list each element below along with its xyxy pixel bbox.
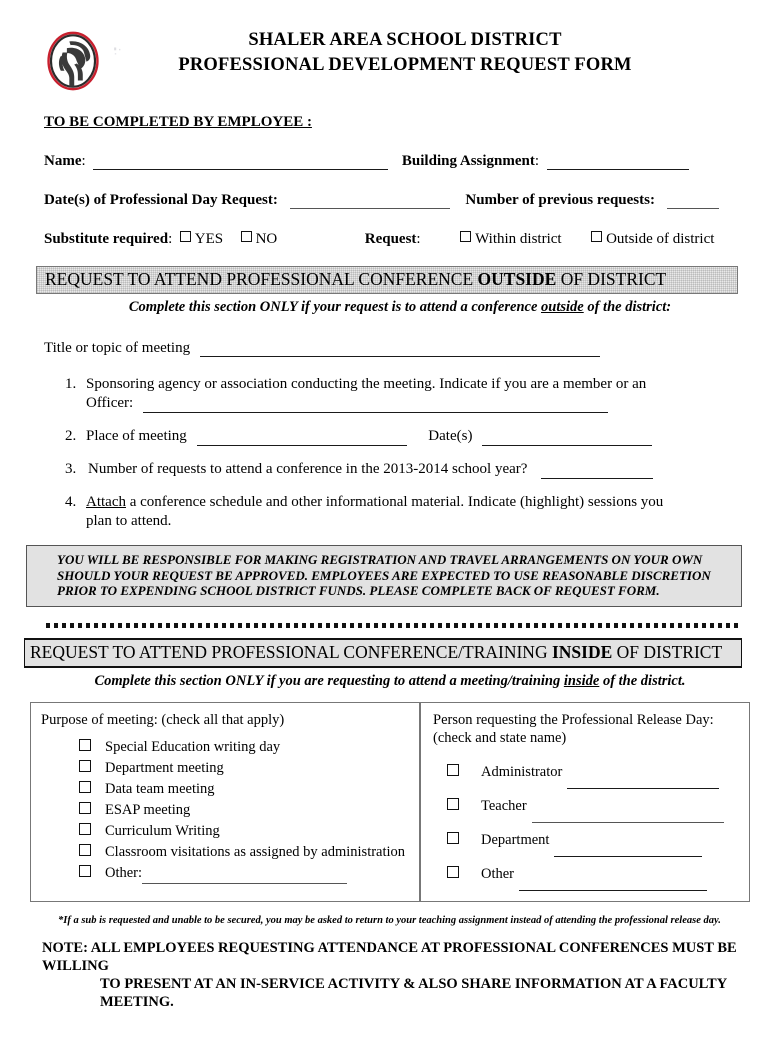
list-item bbox=[80, 427, 740, 446]
substitute-yes-label: YES bbox=[194, 231, 224, 247]
item-1-officer-label: Officer: bbox=[86, 395, 134, 411]
title-topic-row bbox=[44, 340, 770, 357]
purpose-other-label: Other: bbox=[105, 864, 143, 881]
page-title-line-1: SHALER AREA SCHOOL DISTRICT bbox=[248, 30, 562, 50]
person-option-label-teacher: Teacher bbox=[481, 797, 527, 814]
purpose-checkbox-1[interactable] bbox=[79, 760, 91, 772]
request-type-label: Request bbox=[364, 231, 417, 247]
item-4-text: a conference schedule and other informational material. Indicate (highlight) sessions you bbox=[125, 494, 664, 510]
request-outside-district-checkbox[interactable] bbox=[591, 231, 602, 242]
purpose-option-label-0: Special Education writing day bbox=[105, 738, 281, 755]
inside-request-table bbox=[30, 702, 750, 902]
form-page bbox=[0, 26, 770, 1050]
item-4-emphasis: Attach bbox=[86, 494, 126, 510]
list-item bbox=[80, 460, 740, 479]
purpose-option-label-3: ESAP meeting bbox=[105, 801, 191, 818]
list-item bbox=[447, 857, 743, 891]
list-item bbox=[80, 375, 740, 413]
purpose-checkbox-0[interactable] bbox=[79, 739, 91, 751]
professional-day-dates-label: Date(s) of Professional Day Request: bbox=[44, 192, 278, 208]
inside-banner-emphasis: INSIDE bbox=[551, 641, 613, 662]
name-label: Name bbox=[44, 153, 82, 169]
place-of-meeting-input[interactable] bbox=[197, 433, 407, 446]
purpose-checkbox-5[interactable] bbox=[79, 844, 91, 856]
note-line-1: NOTE: ALL EMPLOYEES REQUESTING ATTENDANCE AT PROFESSIONAL CONFERENCES MUST BE WILLING bbox=[42, 939, 737, 974]
list-item bbox=[447, 755, 743, 789]
item-4-second-line: plan to attend. bbox=[86, 513, 172, 529]
purpose-option-label-1: Department meeting bbox=[105, 759, 224, 776]
purpose-option-label-2: Data team meeting bbox=[105, 780, 215, 797]
substitute-footnote: *If a sub is requested and unable to be secured, you may be asked to return to your teaching assignment instead of attending the professional release day. bbox=[58, 914, 721, 926]
previous-requests-label: Number of previous requests: bbox=[465, 192, 655, 208]
professional-day-dates-input[interactable] bbox=[290, 196, 450, 209]
person-checkbox-other[interactable] bbox=[447, 866, 459, 878]
building-assignment-input[interactable] bbox=[547, 157, 689, 170]
purpose-of-meeting-title: Purpose of meeting: (check all that apply) bbox=[41, 711, 285, 728]
substitute-required-label: Substitute required bbox=[44, 231, 169, 247]
previous-requests-input[interactable] bbox=[667, 196, 719, 209]
request-outside-district-label: Outside of district bbox=[606, 231, 715, 247]
purpose-options-list bbox=[41, 737, 413, 884]
officer-input[interactable] bbox=[143, 400, 608, 413]
outside-subtitle-post: of the district: bbox=[583, 299, 672, 315]
purpose-option-label-5: Classroom visitations as assigned by administration bbox=[105, 843, 406, 860]
person-input-administrator[interactable] bbox=[567, 776, 719, 789]
substitute-no-checkbox[interactable] bbox=[241, 231, 252, 242]
purpose-checkbox-4[interactable] bbox=[79, 823, 91, 835]
person-input-department[interactable] bbox=[554, 844, 702, 857]
person-options-list bbox=[433, 755, 743, 891]
list-item bbox=[79, 821, 413, 842]
outside-banner-pre: REQUEST TO ATTEND PROFESSIONAL CONFERENCE bbox=[45, 269, 478, 289]
document-header bbox=[0, 26, 770, 98]
list-item bbox=[447, 789, 743, 823]
item-3-text: Number of requests to attend a conference in the 2013-2014 school year? bbox=[88, 461, 528, 477]
titan-helmet-logo-icon bbox=[42, 28, 104, 94]
person-requesting-title bbox=[433, 711, 743, 747]
inside-subtitle-emphasis: inside bbox=[563, 672, 600, 689]
list-item bbox=[447, 823, 743, 857]
person-requesting-cell bbox=[420, 702, 750, 902]
inside-banner-pre: REQUEST TO ATTEND PROFESSIONAL CONFERENCE/TRAINING bbox=[30, 641, 552, 662]
substitute-request-row: Substitute required: YES NO Request: Within district Outside of district bbox=[44, 231, 715, 247]
page-title-line-2: PROFESSIONAL DEVELOPMENT REQUEST FORM bbox=[178, 55, 632, 75]
scan-artifact-icon bbox=[112, 46, 126, 56]
person-checkbox-teacher[interactable] bbox=[447, 798, 459, 810]
list-item bbox=[80, 493, 740, 531]
list-item bbox=[79, 779, 413, 800]
outside-section-subtitle bbox=[0, 299, 770, 316]
list-item bbox=[79, 800, 413, 821]
name-input[interactable] bbox=[93, 157, 388, 170]
notice-line-3: PRIOR TO EXPENDING SCHOOL DISTRICT FUNDS. PLEASE COMPLETE BACK OF REQUEST FORM. bbox=[57, 583, 660, 598]
responsibility-notice-box bbox=[26, 545, 742, 607]
person-input-teacher[interactable] bbox=[532, 810, 724, 823]
purpose-checkbox-2[interactable] bbox=[79, 781, 91, 793]
request-within-district-checkbox[interactable] bbox=[460, 231, 471, 242]
item-1-text: Sponsoring agency or association conducting the meeting. Indicate if you are a member or an bbox=[86, 376, 647, 392]
attendance-note bbox=[42, 939, 750, 1011]
outside-banner-post: OF DISTRICT bbox=[556, 269, 667, 289]
dates-previous-row bbox=[44, 192, 770, 209]
person-option-label-department: Department bbox=[481, 831, 550, 848]
purpose-option-label-4: Curriculum Writing bbox=[105, 822, 220, 839]
inside-subtitle-post: of the district. bbox=[599, 672, 686, 689]
request-within-district-label: Within district bbox=[475, 231, 562, 247]
person-checkbox-administrator[interactable] bbox=[447, 764, 459, 776]
item-2-place-label: Place of meeting bbox=[86, 428, 187, 444]
purpose-of-meeting-cell bbox=[30, 702, 420, 902]
inside-district-banner bbox=[24, 638, 742, 668]
outside-requirements-list bbox=[58, 375, 740, 531]
building-assignment-label: Building Assignment bbox=[401, 153, 535, 169]
person-option-label-other: Other bbox=[481, 865, 515, 882]
purpose-other-input[interactable] bbox=[142, 871, 347, 884]
substitute-no-label: NO bbox=[255, 231, 278, 247]
notice-line-1: YOU WILL BE RESPONSIBLE FOR MAKING REGISTRATION AND TRAVEL ARRANGEMENTS ON YOUR OWN bbox=[57, 552, 703, 567]
title-topic-input[interactable] bbox=[200, 344, 600, 357]
inside-subtitle-pre: Complete this section ONLY if you are requesting to attend a meeting/training bbox=[94, 672, 564, 689]
person-title-line-1: Person requesting the Professional Release Day: bbox=[433, 711, 714, 728]
conference-count-input[interactable] bbox=[541, 466, 653, 479]
purpose-checkbox-3[interactable] bbox=[79, 802, 91, 814]
outside-district-banner bbox=[36, 266, 738, 294]
person-checkbox-department[interactable] bbox=[447, 832, 459, 844]
inside-banner-post: OF DISTRICT bbox=[612, 641, 723, 662]
outside-subtitle-emphasis: outside bbox=[541, 299, 584, 315]
substitute-yes-checkbox[interactable] bbox=[180, 231, 191, 242]
purpose-checkbox-other[interactable] bbox=[79, 865, 91, 877]
outside-subtitle-pre: Complete this section ONLY if your request is to attend a conference bbox=[128, 299, 542, 315]
person-input-other[interactable] bbox=[519, 878, 707, 891]
list-item bbox=[79, 842, 413, 863]
list-item bbox=[79, 737, 413, 758]
section-divider bbox=[46, 623, 742, 628]
name-building-row: Name: Building Assignment: bbox=[44, 153, 770, 170]
inside-section-subtitle bbox=[0, 673, 770, 690]
outside-banner-emphasis: OUTSIDE bbox=[477, 269, 557, 289]
note-line-2: TO PRESENT AT AN IN-SERVICE ACTIVITY & ALSO SHARE INFORMATION AT A FACULTY MEETING. bbox=[100, 975, 727, 1010]
list-item bbox=[79, 758, 413, 779]
meeting-dates-input[interactable] bbox=[482, 433, 652, 446]
person-title-line-2: (check and state name) bbox=[433, 729, 567, 746]
person-option-label-administrator: Administrator bbox=[481, 763, 563, 780]
item-2-dates-label: Date(s) bbox=[428, 428, 473, 444]
title-topic-label: Title or topic of meeting bbox=[44, 340, 191, 356]
list-item bbox=[79, 863, 413, 884]
employee-section-heading: TO BE COMPLETED BY EMPLOYEE : bbox=[44, 114, 312, 130]
notice-line-2: SHOULD YOUR REQUEST BE APPROVED. EMPLOYEES ARE EXPECTED TO USE REASONABLE DISCRETION bbox=[57, 567, 711, 583]
